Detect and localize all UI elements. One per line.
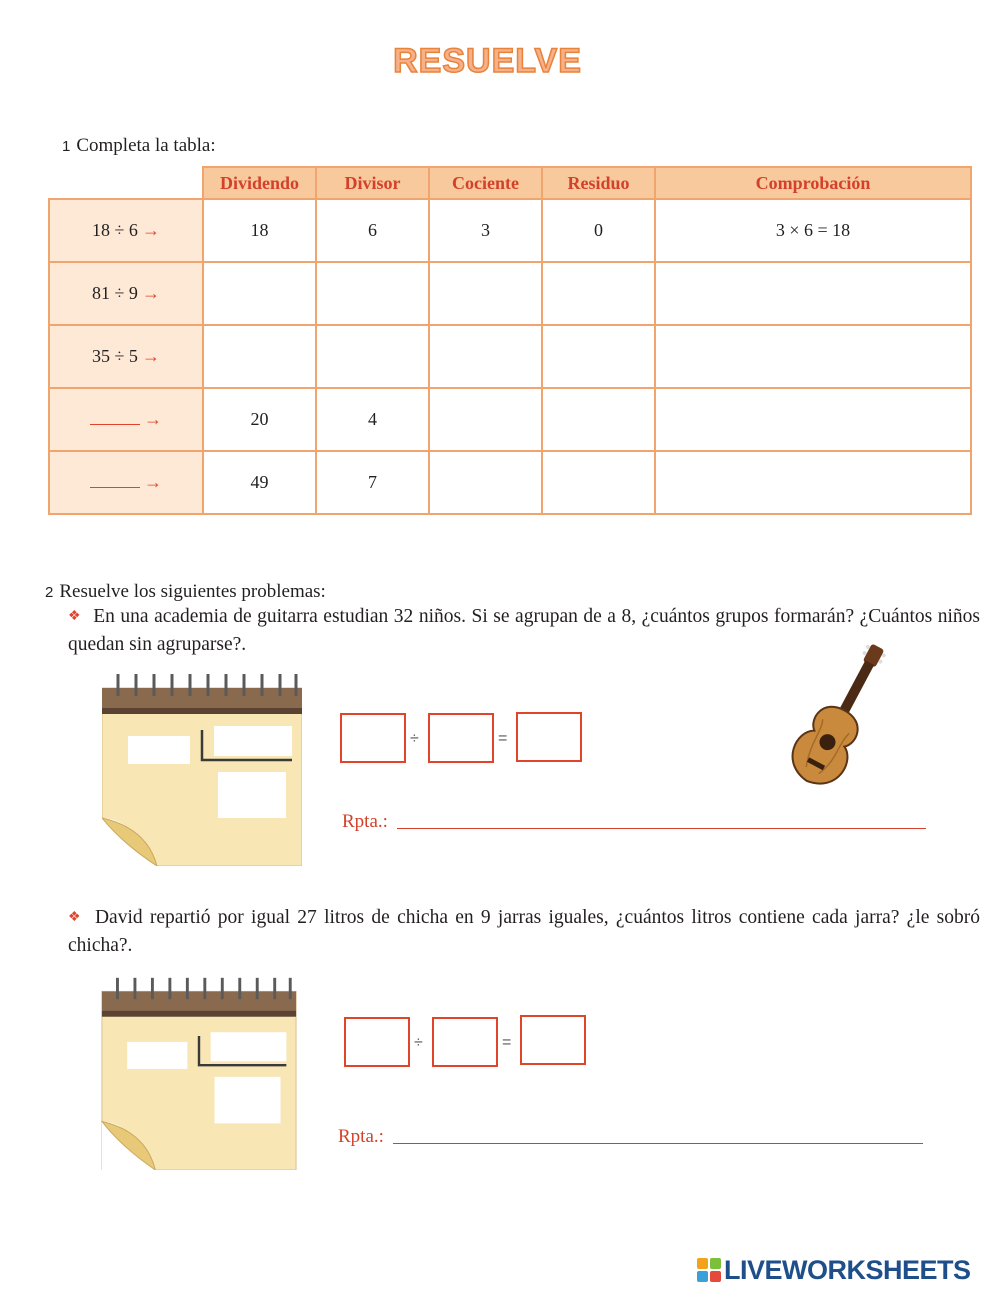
- dividendo-cell: 20: [203, 388, 316, 451]
- dividendo-input-cell[interactable]: [203, 262, 316, 325]
- comprobacion-input-cell[interactable]: [655, 325, 971, 388]
- notepad-divisor-box[interactable]: [211, 1032, 287, 1061]
- residuo-input-cell[interactable]: [542, 262, 655, 325]
- section-2-number: 2: [45, 584, 54, 601]
- operation-text: 18 ÷ 6: [92, 220, 138, 240]
- section-2-label: [45, 581, 326, 603]
- section-1-number: 1: [62, 138, 71, 155]
- arrow-icon: →: [141, 346, 160, 366]
- header-comprobacion: Comprobación: [655, 167, 971, 199]
- table-row: [49, 325, 971, 388]
- header-cociente: Cociente: [429, 167, 542, 199]
- divisor-cell: 4: [316, 388, 429, 451]
- residuo-input-cell[interactable]: [542, 451, 655, 514]
- operation-blank[interactable]: [90, 410, 140, 425]
- cociente-input-cell[interactable]: [429, 388, 542, 451]
- cociente-input-cell[interactable]: [429, 325, 542, 388]
- problem-2-text: [68, 905, 980, 959]
- arrow-icon: →: [144, 409, 162, 429]
- equals-sign: =: [498, 730, 508, 747]
- liveworksheets-icon: [697, 1258, 721, 1282]
- equation-divisor-box[interactable]: [428, 713, 494, 763]
- equals-sign: =: [502, 1034, 512, 1051]
- comprobacion-input-cell[interactable]: [655, 451, 971, 514]
- notepad-quotient-box[interactable]: [215, 1077, 281, 1124]
- table-row: [49, 388, 971, 451]
- answer-label: Rpta.:: [342, 811, 388, 832]
- notepad-divisor-box[interactable]: [214, 726, 292, 756]
- cociente-cell: 3: [429, 199, 542, 262]
- divisor-input-cell[interactable]: [316, 262, 429, 325]
- arrow-icon: →: [141, 220, 160, 240]
- answer-line-1[interactable]: [397, 828, 926, 829]
- operation-text: 81 ÷ 9: [92, 283, 138, 303]
- divide-sign: ÷: [410, 730, 419, 747]
- section-2-text: Resuelve los siguientes problemas:: [59, 581, 326, 602]
- dividendo-input-cell[interactable]: [203, 325, 316, 388]
- diamond-bullet-icon: ❖: [68, 910, 83, 925]
- arrow-icon: →: [141, 283, 160, 303]
- residuo-cell: 0: [542, 199, 655, 262]
- operation-blank[interactable]: [90, 473, 140, 488]
- operation-input-cell[interactable]: [49, 451, 203, 514]
- divide-sign: ÷: [414, 1034, 423, 1051]
- liveworksheets-logo: [697, 1254, 971, 1286]
- cociente-input-cell[interactable]: [429, 451, 542, 514]
- guitar-icon: [786, 636, 890, 796]
- header-dividendo: Dividendo: [203, 167, 316, 199]
- equation-result-box[interactable]: [516, 712, 582, 762]
- comprobacion-input-cell[interactable]: [655, 262, 971, 325]
- arrow-icon: →: [144, 472, 162, 492]
- comprobacion-cell: 3 × 6 = 18: [655, 199, 971, 262]
- notepad-dividend-box[interactable]: [127, 1042, 187, 1069]
- equation-divisor-box[interactable]: [432, 1017, 498, 1067]
- operation-text: 35 ÷ 5: [92, 346, 138, 366]
- notepad-quotient-box[interactable]: [218, 772, 286, 818]
- header-divisor: Divisor: [316, 167, 429, 199]
- diamond-bullet-icon: ❖: [68, 609, 82, 624]
- notepad-division-box-1: [102, 668, 302, 866]
- equation-dividend-box[interactable]: [344, 1017, 410, 1067]
- answer-line-2[interactable]: [393, 1143, 923, 1144]
- table-header-corner: [49, 167, 203, 199]
- division-table: [48, 166, 972, 515]
- residuo-input-cell[interactable]: [542, 325, 655, 388]
- notepad-division-box-2: [99, 972, 299, 1170]
- problem-1-statement: En una academia de guitarra estudian 32 niños. Si se agrupan de a 8, ¿cuántos grupos formarán? ¿Cuántos niños quedan sin agruparse?.: [68, 606, 980, 655]
- operation-cell: [49, 325, 203, 388]
- divisor-cell: 7: [316, 451, 429, 514]
- table-row: [49, 199, 971, 262]
- table-row: [49, 451, 971, 514]
- residuo-input-cell[interactable]: [542, 388, 655, 451]
- operation-cell: [49, 262, 203, 325]
- operation-input-cell[interactable]: [49, 388, 203, 451]
- section-1-label: [62, 135, 216, 157]
- operation-cell: [49, 199, 203, 262]
- cociente-input-cell[interactable]: [429, 262, 542, 325]
- equation-result-box[interactable]: [520, 1015, 586, 1065]
- problem-2-statement: David repartió por igual 27 litros de chicha en 9 jarras iguales, ¿cuántos litros contiene cada jarra? ¿le sobró chicha?.: [68, 907, 980, 956]
- dividendo-cell: 49: [203, 451, 316, 514]
- table-row: [49, 262, 971, 325]
- logo-text: LIVEWORKSHEETS: [724, 1254, 971, 1285]
- equation-dividend-box[interactable]: [340, 713, 406, 763]
- divisor-input-cell[interactable]: [316, 325, 429, 388]
- table-header-row: [49, 167, 971, 199]
- comprobacion-input-cell[interactable]: [655, 388, 971, 451]
- divisor-cell: 6: [316, 199, 429, 262]
- header-residuo: Residuo: [542, 167, 655, 199]
- notepad-dividend-box[interactable]: [128, 736, 190, 764]
- answer-label: Rpta.:: [338, 1126, 384, 1147]
- dividendo-cell: 18: [203, 199, 316, 262]
- section-1-text: Completa la tabla:: [76, 135, 216, 156]
- page-title: RESUELVE: [393, 42, 582, 80]
